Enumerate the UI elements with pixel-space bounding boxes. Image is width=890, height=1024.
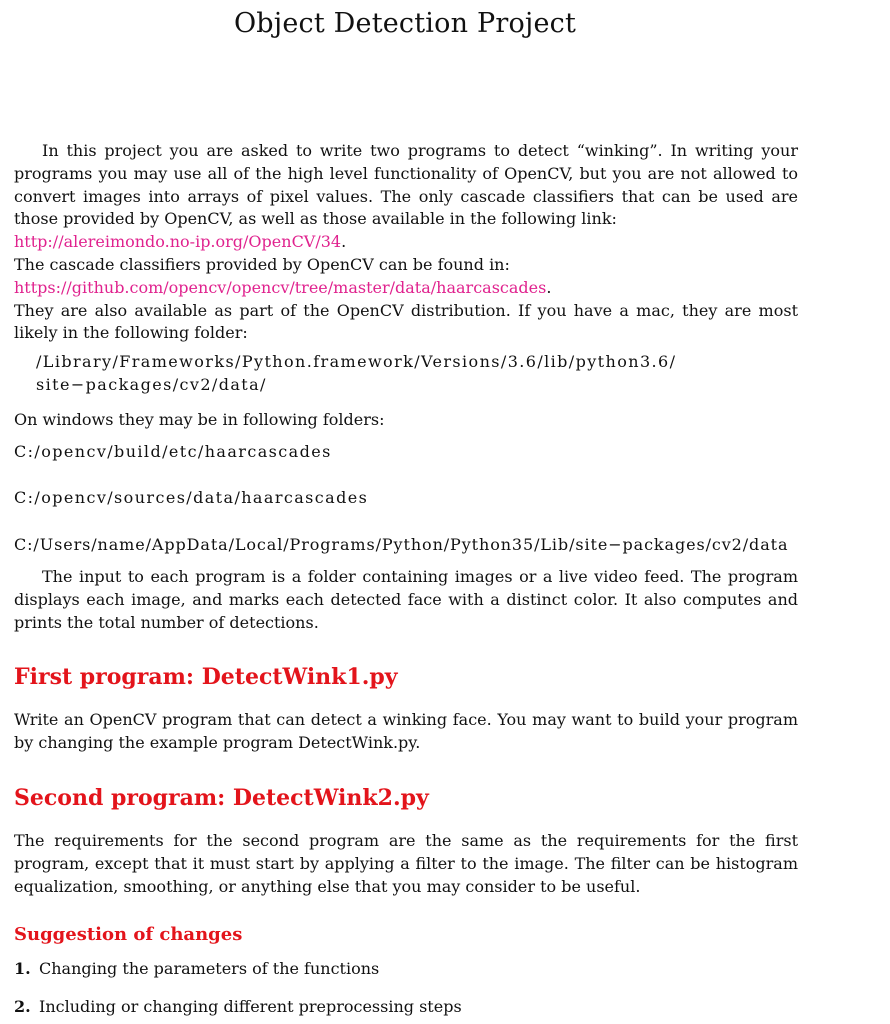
section1-heading: First program: DetectWink1.py — [14, 664, 398, 690]
intro-text-2: The cascade classifiers provided by OpenCV can be found in: — [14, 254, 510, 274]
link2-period: . — [546, 277, 552, 297]
input-text: The input to each program is a folder containing images or a live video feed. The program displays each image, and marks each detected face with a distinct color. It also computes and prints the total number of detections. — [14, 567, 798, 632]
list-text: Changing the parameters of the functions — [39, 959, 380, 978]
windows-path-2: C:/opencv/sources/data/haarcascades — [14, 488, 369, 507]
list-text: Including or changing different preprocessing steps — [39, 997, 462, 1016]
list-number: 2. — [14, 997, 31, 1016]
cascade-link-alereimondo[interactable]: http://alereimondo.no-ip.org/OpenCV/34 — [14, 232, 342, 252]
intro-text-1: In this project you are asked to write two programs to detect “winking”. In writing your programs you may use all of the high level functionality of OpenCV, but you are not allowed to convert images into arrays of pixel values. The only cascade classifiers that can be used are those provided by OpenCV, as well as those available in the following link: — [14, 141, 798, 229]
cascade-link-github[interactable]: https://github.com/opencv/opencv/tree/master/data/haarcascades — [14, 277, 547, 297]
list-number: 1. — [14, 959, 31, 978]
section2-heading: Second program: DetectWink2.py — [14, 785, 429, 811]
suggestions-heading: Suggestion of changes — [14, 924, 243, 945]
section2-body: The requirements for the second program are the same as the requirements for the first program, except that it must start by applying a filter to the image. The filter can be histogram equalization, smoothing, or anything else that you may consider to be useful. — [14, 831, 798, 896]
section1-body: Write an OpenCV program that can detect a winking face. You may want to build your program by changing the example program DetectWink.py. — [14, 710, 798, 752]
list-item — [14, 959, 379, 978]
intro-paragraph — [14, 140, 798, 345]
intro-text-3: They are also available as part of the OpenCV distribution. If you have a mac, they are most likely in the following folder: — [14, 300, 798, 343]
page-title: Object Detection Project — [233, 8, 577, 39]
windows-path-1: C:/opencv/build/etc/haarcascades — [14, 442, 332, 461]
list-item — [14, 997, 462, 1016]
mac-path-line-2: site−packages/cv2/data/ — [36, 375, 267, 394]
windows-path-3: C:/Users/name/AppData/Local/Programs/Python/Python35/Lib/site−packages/cv2/data — [14, 535, 789, 554]
link1-period: . — [341, 232, 347, 252]
windows-intro: On windows they may be in following folders: — [14, 410, 385, 429]
mac-path-line-1: /Library/Frameworks/Python.framework/Versions/3.6/lib/python3.6/ — [36, 352, 677, 371]
input-paragraph — [14, 566, 798, 634]
